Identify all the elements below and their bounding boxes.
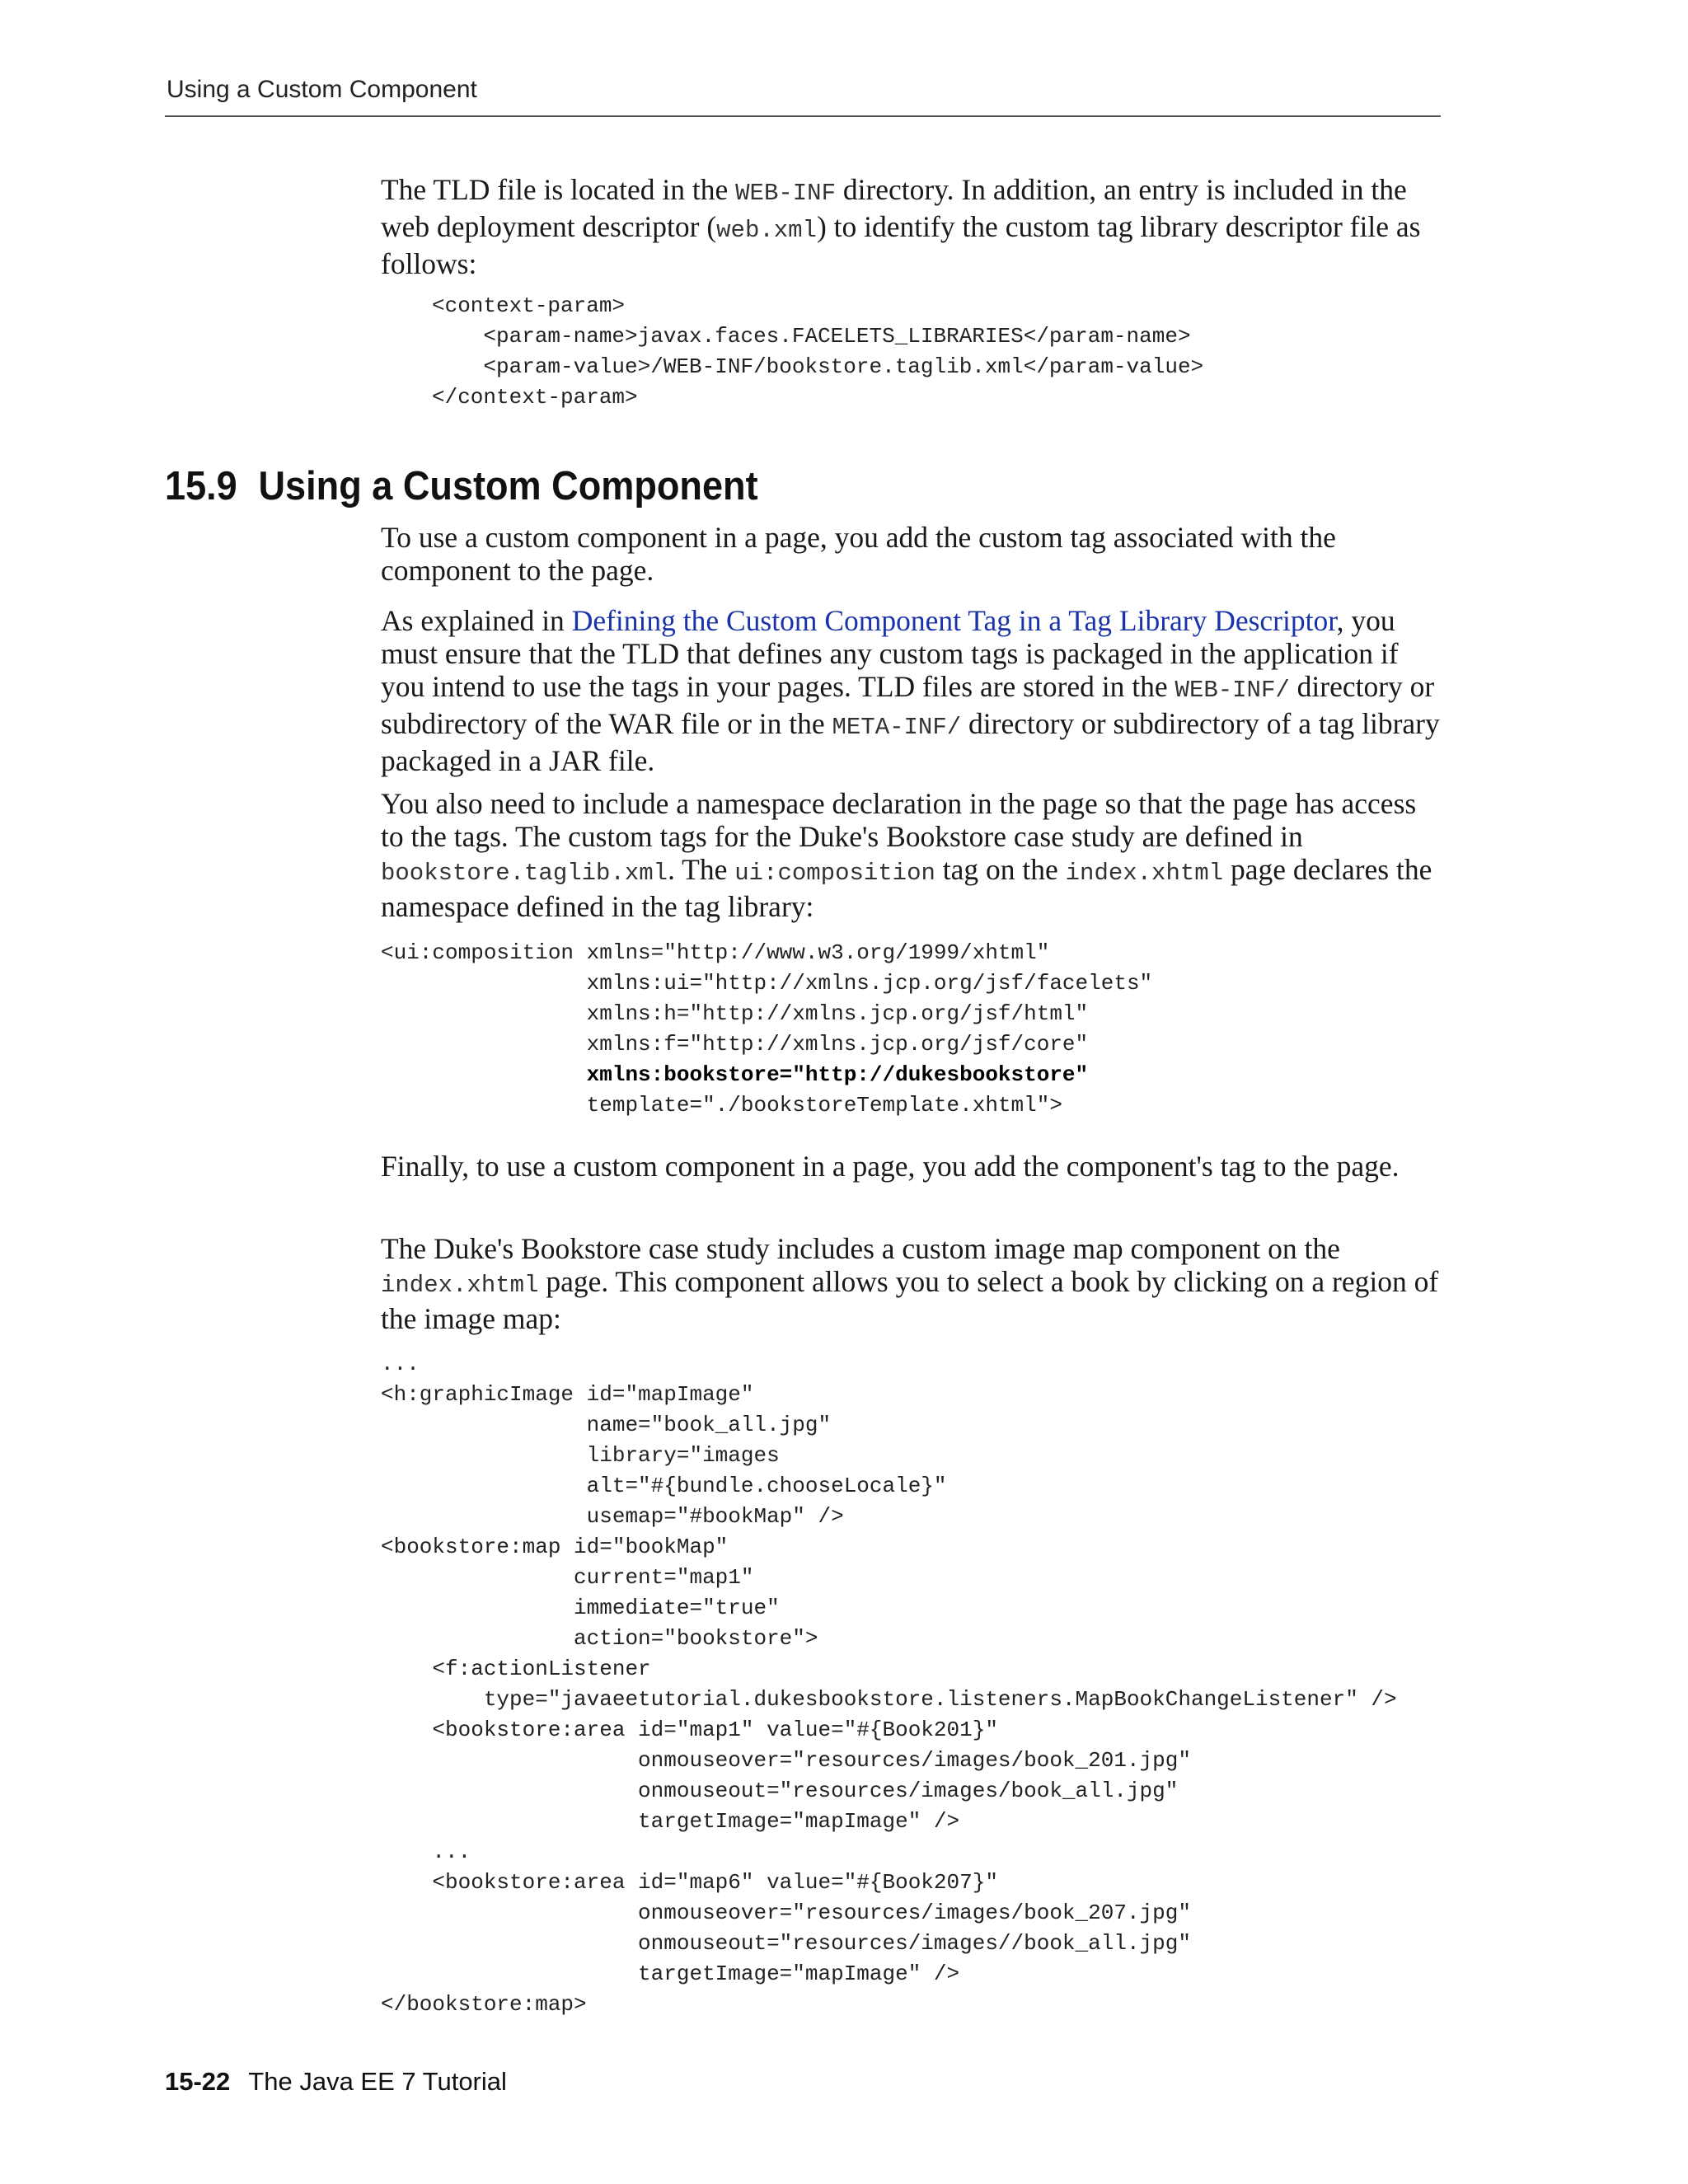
running-header: Using a Custom Component: [166, 76, 477, 103]
section-paragraph-1: To use a custom component in a page, you add the custom tag associated with the component to the page.: [381, 521, 1336, 587]
section-number: 15.9: [165, 464, 237, 509]
inline-code: index.xhtml: [381, 1272, 539, 1299]
book-title: The Java EE 7 Tutorial: [248, 2067, 507, 2096]
code-highlight: xmlns:bookstore="http://dukesbookstore": [586, 1062, 1089, 1087]
inline-code: WEB-INF/: [1175, 677, 1290, 704]
page-footer: [165, 2067, 507, 2097]
section-paragraph-3: You also need to include a namespace declaration in the page so that the page has access to the tags. The custom tags for the Duke's Bookstore case study are defined in bookstore.taglib.xml. The ui:composition tag on the index.xhtml page declares the namespace defined in the tag library:: [381, 787, 1432, 923]
section-paragraph-5: The Duke's Bookstore case study includes a custom image map component on the index.xhtml page. This component allows you to select a book by clicking on a region of the image map:: [381, 1232, 1439, 1335]
section-title: Using a Custom Component: [258, 464, 758, 509]
inline-code: META-INF/: [832, 714, 962, 741]
section-paragraph-2: As explained in Defining the Custom Component Tag in a Tag Library Descriptor, you must ensure that the TLD that defines any custom tags is packaged in the application if you intend to use the tags in your pages. TLD files are stored in the WEB-INF/ directory or subdirectory of the WAR file or in the META-INF/ directory or subdirectory of a tag library packaged in a JAR file.: [381, 604, 1440, 777]
code-block-context-param: <context-param> <param-name>javax.faces.FACELETS_LIBRARIES</param-name> <param-value>/WEB-INF/bookstore.taglib.xml</param-value> </context-param>: [432, 293, 1204, 410]
section-heading: [165, 462, 758, 511]
code-block-ui-composition: <ui:composition xmlns="http://www.w3.org/1999/xhtml" xmlns:ui="http://xmlns.jcp.org/jsf/facelets" xmlns:h="http://xmlns.jcp.org/jsf/html" xmlns:f="http://xmlns.jcp.org/jsf/core" xmlns:bookstore="http://dukesbookstore" template="./bookstoreTemplate.xhtml">: [381, 940, 1153, 1118]
intro-paragraph: The TLD file is located in the WEB-INF directory. In addition, an entry is included in the web deployment descriptor (web.xml) to identify the custom tag library descriptor file as follows:: [381, 173, 1421, 280]
inline-code: bookstore.taglib.xml: [381, 860, 668, 887]
cross-reference-link[interactable]: Defining the Custom Component Tag in a Tag Library Descriptor: [571, 604, 1337, 637]
inline-code: ui:composition: [734, 860, 935, 887]
code-block-image-map: ... <h:graphicImage id="mapImage" name="book_all.jpg" library="images alt="#{bundle.chooseLocale}" usemap="#bookMap" /> <bookstore:map id="bookMap" current="map1" immediate="true" action="bookstore"> <f:actionListener type="javaeetutorial.dukesbookstore.listeners.MapBookChangeListener" /> <bookstore:area id="map1" value="#{Book201}" onmouseover="resources/images/book_201.jpg" onmouseout="resources/images/book_all.jpg" targetImage="mapImage" /> ... <bookstore:area id="map6" value="#{Book207}" onmouseover="resources/images/book_207.jpg" onmouseout="resources/images//book_all.jpg" targetImage="mapImage" /> </bookstore:map>: [381, 1352, 1397, 2017]
inline-code: web.xml: [716, 217, 817, 244]
inline-code: WEB-INF: [735, 180, 836, 207]
inline-code: index.xhtml: [1065, 860, 1224, 887]
page-number: 15-22: [165, 2067, 231, 2096]
header-rule: [165, 115, 1441, 117]
section-paragraph-4: Finally, to use a custom component in a page, you add the component's tag to the page.: [381, 1150, 1400, 1183]
